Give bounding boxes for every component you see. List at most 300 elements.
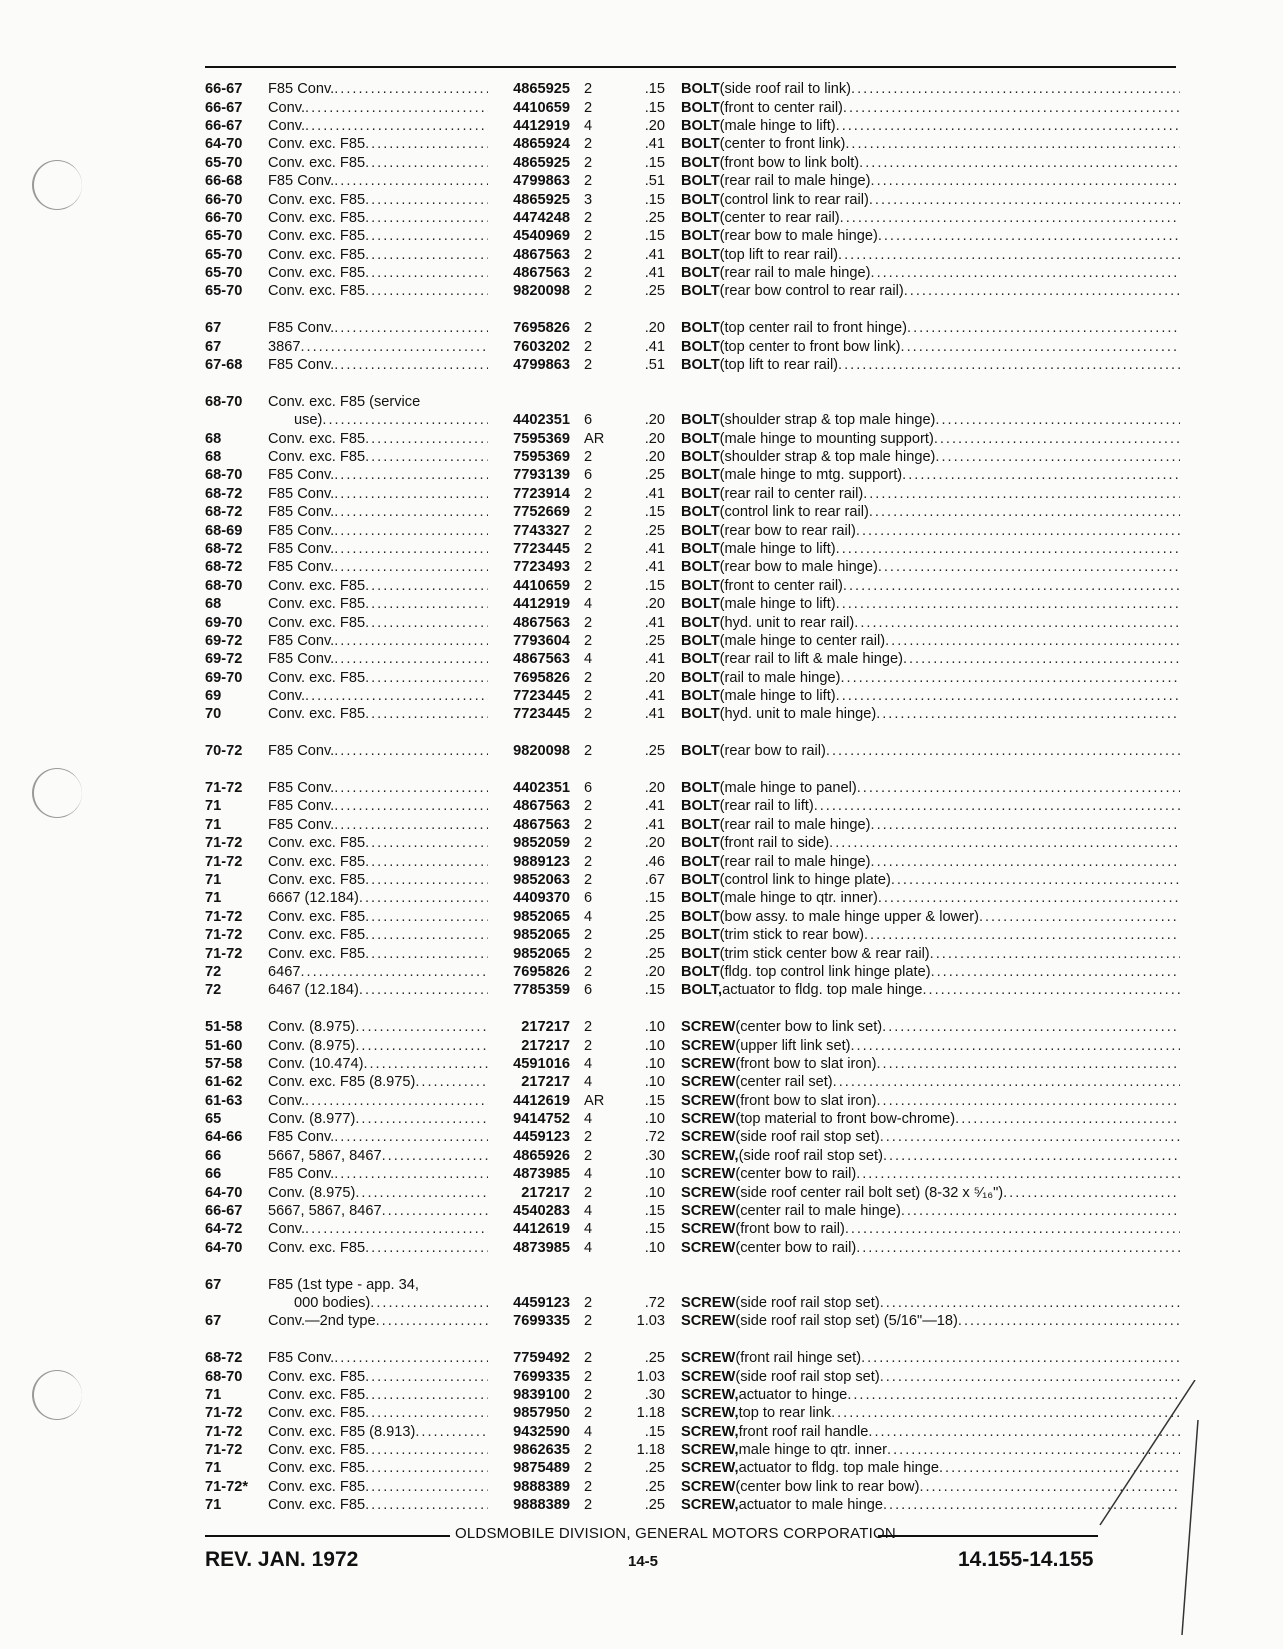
part-description: (male hinge to mtg. support) xyxy=(719,467,903,484)
leader-dots xyxy=(334,504,488,520)
part-description: (male hinge to mounting support) xyxy=(719,430,934,447)
quantity: 2 xyxy=(584,449,593,465)
leader-dots xyxy=(322,412,488,428)
leader-dots xyxy=(836,688,1180,704)
part-number: 7723445 xyxy=(513,706,570,723)
part-number: 4410659 xyxy=(513,577,570,594)
model-name: 5667, 5867, 8467 xyxy=(268,1147,382,1164)
year-range: 64-70 xyxy=(205,1239,243,1256)
quantity: 2 xyxy=(584,816,593,833)
model-name: Conv. exc. F85 xyxy=(268,669,366,686)
part-description: (control link to rear rail) xyxy=(719,504,869,521)
leader-dots xyxy=(365,1460,488,1476)
part-number: 9852059 xyxy=(513,835,570,852)
model-name: Conv.—2nd type xyxy=(268,1313,376,1330)
model-name: Conv. exc. F85 xyxy=(268,449,366,465)
revision-date: REV. JAN. 1972 xyxy=(205,1548,359,1571)
leader-dots xyxy=(814,798,1180,814)
description-cell xyxy=(673,982,1180,998)
table-row xyxy=(205,926,1180,944)
part-type: BOLT xyxy=(681,908,720,925)
leader-dots xyxy=(365,706,488,722)
part-type: BOLT xyxy=(681,504,720,521)
price: .10 xyxy=(644,1037,665,1054)
model-name: F85 Conv. xyxy=(268,1350,335,1367)
table-row xyxy=(205,1312,1180,1330)
year-range: 72 xyxy=(205,963,222,980)
part-type: BOLT xyxy=(681,596,720,613)
year-range: 71-72 xyxy=(205,945,243,962)
model-cell xyxy=(268,1369,488,1385)
quantity: 2 xyxy=(584,1497,593,1514)
part-number: 7595369 xyxy=(513,430,570,447)
leader-dots xyxy=(355,1185,488,1201)
leader-dots xyxy=(370,1295,488,1311)
year-range: 71-72 xyxy=(205,1405,243,1422)
part-description: (top center rail to front hinge) xyxy=(719,320,908,337)
leader-dots xyxy=(878,559,1180,575)
part-number: 4402351 xyxy=(513,412,570,429)
price: .41 xyxy=(644,706,665,723)
model-name: F85 Conv. xyxy=(268,651,335,668)
row-gap xyxy=(205,760,1180,778)
year-range: 66-68 xyxy=(205,173,243,190)
model-name: F85 Conv. xyxy=(268,743,335,760)
table-row xyxy=(205,1349,1180,1367)
leader-dots xyxy=(836,118,1180,134)
model-name: F85 Conv. xyxy=(268,522,335,539)
row-gap xyxy=(205,374,1180,392)
description-cell xyxy=(673,670,1180,686)
part-description: (bow assy. to male hinge upper & lower) xyxy=(719,908,979,925)
year-range: 68-70 xyxy=(205,1368,243,1385)
table-row xyxy=(205,1091,1180,1109)
quantity: 2 xyxy=(584,559,593,576)
quantity: 2 xyxy=(584,1313,593,1330)
model-cell xyxy=(268,1424,488,1440)
year-range: 71 xyxy=(205,1460,222,1477)
price: .72 xyxy=(644,1294,665,1311)
leader-dots xyxy=(365,228,488,244)
part-type: BOLT xyxy=(681,136,720,153)
table-row xyxy=(205,209,1180,227)
part-type: SCREW, xyxy=(681,1497,739,1514)
part-type: BOLT xyxy=(681,228,720,245)
year-range: 65-70 xyxy=(205,246,243,263)
quantity: 2 xyxy=(584,669,593,686)
table-row xyxy=(205,577,1180,595)
table-row xyxy=(205,705,1180,723)
model-name: Conv. exc. F85 xyxy=(268,154,366,171)
footer-rule-left xyxy=(205,1535,450,1537)
part-type: BOLT xyxy=(681,963,720,980)
model-name: F85 Conv. xyxy=(268,798,335,815)
model-cell xyxy=(268,964,488,980)
model-name: Conv. (8.975) xyxy=(268,1184,356,1201)
table-row xyxy=(205,1386,1180,1404)
model-cell xyxy=(268,339,488,355)
leader-dots xyxy=(845,136,1180,152)
description-cell xyxy=(673,946,1180,962)
part-type: BOLT xyxy=(681,559,720,576)
model-name: F85 Conv. xyxy=(268,1166,335,1183)
part-type: SCREW xyxy=(681,1111,736,1128)
quantity: 2 xyxy=(584,1184,593,1201)
price: .20 xyxy=(644,430,665,447)
part-type: BOLT xyxy=(681,688,720,705)
part-type: SCREW, xyxy=(681,1386,739,1403)
model-name: 5667, 5867, 8467 xyxy=(268,1203,382,1220)
model-name: F85 Conv. xyxy=(268,1129,335,1146)
description-cell xyxy=(673,449,1180,465)
part-number: 9820098 xyxy=(513,743,570,760)
price: .51 xyxy=(644,357,665,374)
year-range: 71 xyxy=(205,871,222,888)
part-description: top to rear link xyxy=(738,1405,832,1422)
part-number: 4867563 xyxy=(513,265,570,282)
part-number: 7723493 xyxy=(513,559,570,576)
table-row xyxy=(205,135,1180,153)
model-name: Conv. (10.474) xyxy=(268,1055,364,1072)
table-row xyxy=(205,80,1180,98)
part-type: BOLT xyxy=(681,927,720,944)
price: .15 xyxy=(644,890,665,907)
quantity: 6 xyxy=(584,780,593,797)
description-cell xyxy=(673,651,1180,667)
model-cell xyxy=(268,467,488,483)
model-name: F85 Conv. xyxy=(268,467,335,484)
table-row xyxy=(205,429,1180,447)
leader-dots xyxy=(883,1148,1180,1164)
price: .41 xyxy=(644,136,665,153)
table-row xyxy=(205,687,1180,705)
table-row xyxy=(205,1404,1180,1422)
part-number: 4412619 xyxy=(513,1092,570,1109)
table-row xyxy=(205,466,1180,484)
model-cell xyxy=(268,817,488,833)
quantity: 2 xyxy=(584,1405,593,1422)
part-type: BOLT xyxy=(681,320,720,337)
part-description: (top lift to rear rail) xyxy=(719,357,839,374)
model-name: Conv. xyxy=(268,99,306,116)
quantity: 3 xyxy=(584,191,593,208)
year-range: 57-58 xyxy=(205,1055,243,1072)
part-number: 4865925 xyxy=(513,81,570,98)
leader-dots xyxy=(334,523,488,539)
model-cell xyxy=(268,1019,488,1035)
model-cell xyxy=(268,559,488,575)
model-name: Conv. exc. F85 xyxy=(268,945,366,962)
part-type: BOLT xyxy=(681,485,720,502)
table-row xyxy=(205,632,1180,650)
table-row xyxy=(205,190,1180,208)
model-cell xyxy=(268,1350,488,1366)
leader-dots xyxy=(334,633,488,649)
price: .67 xyxy=(644,871,665,888)
quantity: 2 xyxy=(584,1442,593,1459)
part-type: BOLT xyxy=(681,669,720,686)
description-cell xyxy=(673,1093,1180,1109)
part-number: 4865925 xyxy=(513,154,570,171)
leader-dots xyxy=(334,798,488,814)
quantity: 2 xyxy=(584,963,593,980)
table-row xyxy=(205,227,1180,245)
table-row xyxy=(205,1147,1180,1165)
leader-dots xyxy=(334,1350,488,1366)
part-description: (front to center rail) xyxy=(719,577,843,594)
leader-dots xyxy=(902,467,1180,483)
quantity: 2 xyxy=(584,927,593,944)
model-name: Conv. (8.975) xyxy=(268,1037,356,1054)
price: .20 xyxy=(644,963,665,980)
table-row xyxy=(205,1128,1180,1146)
part-description: (rear bow control to rear rail) xyxy=(719,283,904,300)
part-type: BOLT xyxy=(681,117,720,134)
model-name: Conv. exc. F85 xyxy=(268,228,366,245)
part-type: BOLT xyxy=(681,540,720,557)
table-row xyxy=(205,595,1180,613)
model-cell xyxy=(268,541,488,557)
leader-dots xyxy=(365,192,488,208)
model-cell xyxy=(268,1185,488,1201)
part-number: 7699335 xyxy=(513,1313,570,1330)
leader-dots xyxy=(365,927,488,943)
price: .25 xyxy=(644,908,665,925)
year-range: 67 xyxy=(205,320,222,337)
part-description: (center rail set) xyxy=(735,1074,833,1091)
leader-dots xyxy=(334,651,488,667)
leader-dots xyxy=(840,210,1180,226)
part-number: 4867563 xyxy=(513,614,570,631)
price: .15 xyxy=(644,191,665,208)
leader-dots xyxy=(851,81,1180,97)
leader-dots xyxy=(355,1111,488,1127)
part-type: SCREW xyxy=(681,1478,736,1495)
part-type: BOLT xyxy=(681,412,720,429)
part-description: actuator to male hinge xyxy=(738,1497,883,1514)
table-row xyxy=(205,356,1180,374)
model-name: 3867 xyxy=(268,338,301,355)
model-name: F85 Conv. xyxy=(268,173,335,190)
page-curl-mark xyxy=(1070,1380,1200,1640)
description-cell xyxy=(673,283,1180,299)
part-number: 4865926 xyxy=(513,1147,570,1164)
quantity: 2 xyxy=(584,504,593,521)
quantity: 4 xyxy=(584,1423,593,1440)
part-description: (center to front link) xyxy=(719,136,846,153)
leader-dots xyxy=(334,173,488,189)
description-cell xyxy=(673,1166,1180,1182)
table-row xyxy=(205,779,1180,797)
model-cell xyxy=(268,615,488,631)
model-cell xyxy=(268,596,488,612)
leader-dots xyxy=(365,155,488,171)
leader-dots xyxy=(365,872,488,888)
model-cell xyxy=(268,706,488,722)
part-number: 4873985 xyxy=(513,1239,570,1256)
price: .10 xyxy=(644,1239,665,1256)
table-row xyxy=(205,282,1180,300)
year-range: 69-70 xyxy=(205,614,243,631)
part-description: male hinge to qtr. inner xyxy=(738,1442,888,1459)
year-range: 71-72* xyxy=(205,1478,249,1495)
leader-dots xyxy=(365,670,488,686)
leader-dots xyxy=(359,890,488,906)
part-description: (center bow to rail) xyxy=(735,1166,857,1183)
leader-dots xyxy=(365,449,488,465)
model-name: Conv. xyxy=(268,117,306,134)
part-type: BOLT xyxy=(681,338,720,355)
description-cell xyxy=(673,1074,1180,1090)
table-row xyxy=(205,816,1180,834)
model-name: F85 Conv. xyxy=(268,320,335,337)
row-gap xyxy=(205,724,1180,742)
leader-dots xyxy=(365,909,488,925)
leader-dots xyxy=(856,1240,1180,1256)
part-description: (male hinge to center rail) xyxy=(719,632,886,649)
part-description: (center to rear rail) xyxy=(719,209,840,226)
description-cell xyxy=(673,541,1180,557)
binder-hole xyxy=(32,768,82,818)
model-cell xyxy=(268,394,488,410)
model-cell xyxy=(268,320,488,336)
price: .25 xyxy=(644,209,665,226)
part-description: (control link to rear rail) xyxy=(719,191,869,208)
quantity: 4 xyxy=(584,1221,593,1238)
model-name: Conv. exc. F85 xyxy=(268,871,366,888)
part-number: 7695826 xyxy=(513,669,570,686)
year-range: 71-72 xyxy=(205,853,243,870)
table-row xyxy=(205,1165,1180,1183)
quantity: 2 xyxy=(584,265,593,282)
model-name: use) xyxy=(294,412,323,429)
model-name: Conv. exc. F85 xyxy=(268,927,366,944)
year-range: 71 xyxy=(205,1386,222,1403)
price: .10 xyxy=(644,1055,665,1072)
part-type: SCREW xyxy=(681,1294,736,1311)
model-cell xyxy=(268,81,488,97)
model-cell xyxy=(268,265,488,281)
part-description: (front bow to slat iron) xyxy=(735,1092,877,1109)
price: .20 xyxy=(644,412,665,429)
price: .15 xyxy=(644,1423,665,1440)
price: .20 xyxy=(644,117,665,134)
description-cell xyxy=(673,523,1180,539)
part-type: BOLT xyxy=(681,632,720,649)
year-range: 68-70 xyxy=(205,467,243,484)
price: .15 xyxy=(644,81,665,98)
leader-dots xyxy=(365,1497,488,1513)
quantity: 2 xyxy=(584,357,593,374)
part-number: 9820098 xyxy=(513,283,570,300)
part-description: (front rail to side) xyxy=(719,835,830,852)
price: .41 xyxy=(644,485,665,502)
year-range: 71-72 xyxy=(205,1442,243,1459)
description-cell xyxy=(673,320,1180,336)
description-cell xyxy=(673,1185,1180,1201)
table-row xyxy=(205,558,1180,576)
description-cell xyxy=(673,1240,1180,1256)
model-name: Conv. exc. F85 xyxy=(268,853,366,870)
price: .20 xyxy=(644,780,665,797)
part-type: BOLT xyxy=(681,522,720,539)
model-name: Conv. exc. F85 xyxy=(268,209,366,226)
part-description: (rail to male hinge) xyxy=(719,669,841,686)
year-range: 65-70 xyxy=(205,228,243,245)
leader-dots xyxy=(365,615,488,631)
quantity: 2 xyxy=(584,1386,593,1403)
part-type: BOLT xyxy=(681,890,720,907)
model-cell xyxy=(268,283,488,299)
part-number: 4799863 xyxy=(513,173,570,190)
price: .41 xyxy=(644,614,665,631)
part-type: BOLT xyxy=(681,853,720,870)
leader-dots xyxy=(878,890,1180,906)
table-row xyxy=(205,1294,1180,1312)
part-description: (front rail hinge set) xyxy=(735,1350,862,1367)
model-cell xyxy=(268,1093,488,1109)
leader-dots xyxy=(864,927,1180,943)
leader-dots xyxy=(365,265,488,281)
price: .46 xyxy=(644,853,665,870)
year-range: 66-67 xyxy=(205,81,243,98)
part-type: BOLT xyxy=(681,467,720,484)
part-description: (center rail to male hinge) xyxy=(735,1203,901,1220)
year-range: 71 xyxy=(205,890,222,907)
table-row xyxy=(205,319,1180,337)
part-type: SCREW xyxy=(681,1092,736,1109)
part-type: SCREW xyxy=(681,1129,736,1146)
leader-dots xyxy=(355,1019,488,1035)
model-cell xyxy=(268,670,488,686)
leader-dots xyxy=(863,486,1180,502)
price: .10 xyxy=(644,1074,665,1091)
year-range: 68 xyxy=(205,430,222,447)
year-range: 61-63 xyxy=(205,1092,243,1109)
part-description: (side roof center rail bolt set) (8-32 x ⁵⁄₁₆") xyxy=(735,1184,1004,1201)
model-name: F85 Conv. xyxy=(268,540,335,557)
table-row xyxy=(205,1036,1180,1054)
year-range: 68-72 xyxy=(205,504,243,521)
part-type: SCREW, xyxy=(681,1405,739,1422)
description-cell xyxy=(673,798,1180,814)
quantity: 6 xyxy=(584,412,593,429)
part-description: (center bow to link set) xyxy=(735,1019,883,1036)
part-number: 7723445 xyxy=(513,688,570,705)
part-description: (male hinge to lift) xyxy=(719,596,836,613)
part-number: 4867563 xyxy=(513,798,570,815)
part-type: BOLT xyxy=(681,283,720,300)
leader-dots xyxy=(334,541,488,557)
table-row xyxy=(205,1239,1180,1257)
leader-dots xyxy=(334,81,488,97)
part-number: 9852065 xyxy=(513,908,570,925)
part-number: 7759492 xyxy=(513,1350,570,1367)
model-name: Conv. exc. F85 xyxy=(268,1386,366,1403)
leader-dots xyxy=(935,412,1180,428)
model-cell xyxy=(268,1442,488,1458)
binder-hole xyxy=(32,1370,82,1420)
leader-dots xyxy=(907,320,1180,336)
leader-dots xyxy=(300,339,488,355)
part-description: (side roof rail stop set) (5/16"—18) xyxy=(735,1313,958,1330)
description-cell xyxy=(673,1111,1180,1127)
table-row xyxy=(205,1478,1180,1496)
part-description: (side roof rail to link) xyxy=(719,81,852,98)
part-number: 9875489 xyxy=(513,1460,570,1477)
part-number: 7743327 xyxy=(513,522,570,539)
price: .25 xyxy=(644,522,665,539)
